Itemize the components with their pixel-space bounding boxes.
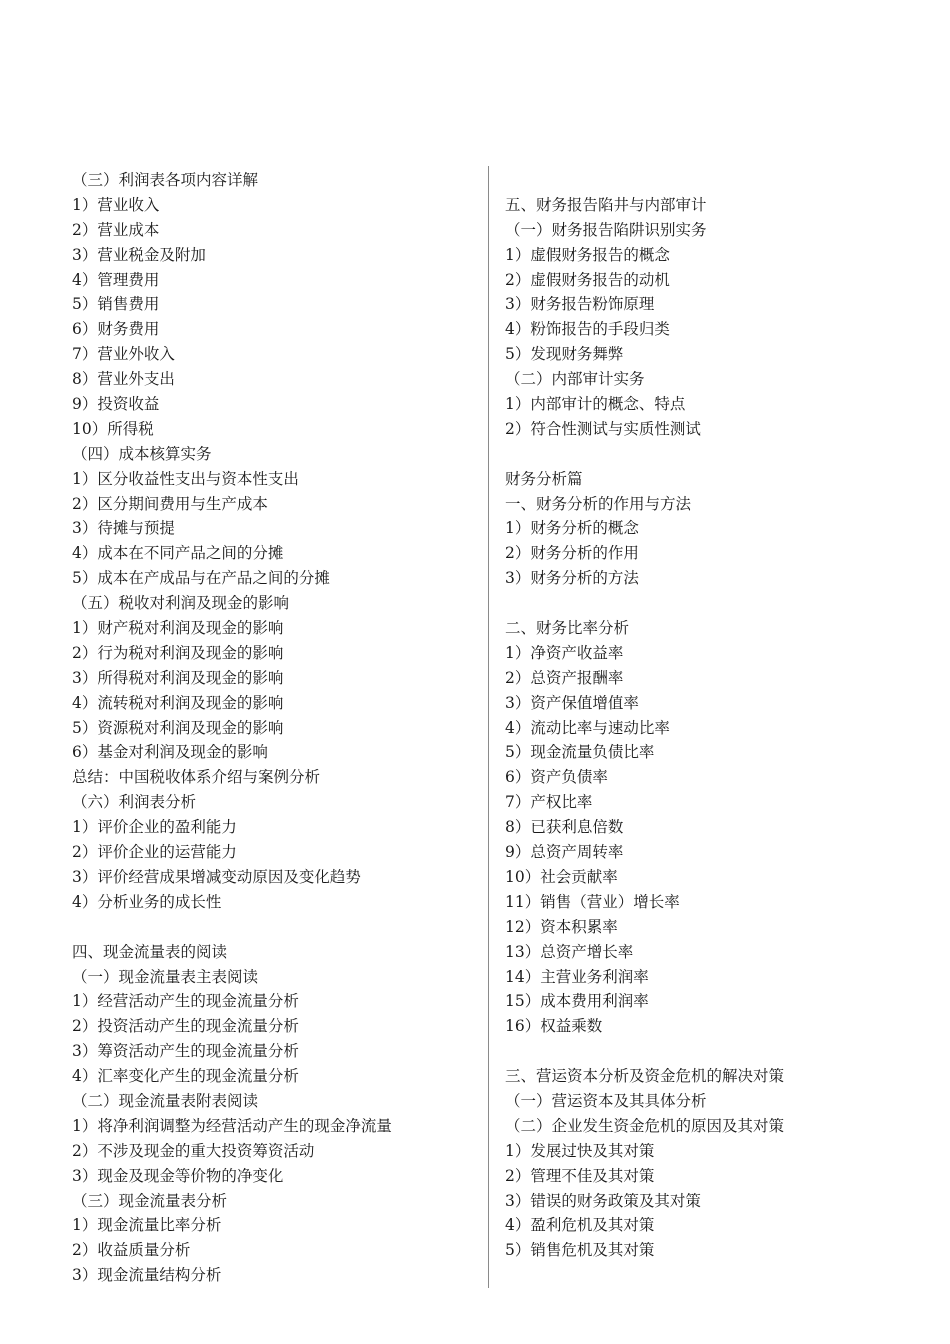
outline-line: 1）虚假财务报告的概念 (505, 245, 670, 264)
blank-line (505, 591, 925, 616)
outline-line: 5）发现财务舞弊 (505, 345, 624, 364)
outline-line: 2）不涉及现金的重大投资筹资活动 (72, 1141, 315, 1160)
outline-line: 1）现金流量比率分析 (72, 1216, 222, 1235)
outline-line: 16）权益乘数 (505, 1017, 603, 1036)
outline-line: 二、财务比率分析 (505, 619, 630, 638)
outline-line: 4）流动比率与速动比率 (505, 718, 670, 737)
right-column (505, 168, 925, 1263)
outline-line: （一）财务报告陷阱识别实务 (505, 220, 707, 239)
outline-line: 2）收益质量分析 (72, 1241, 191, 1260)
outline-line: 10）社会贡献率 (505, 867, 618, 886)
outline-line: （三）利润表各项内容详解 (72, 171, 259, 189)
outline-line: 五、财务报告陷井与内部审计 (505, 195, 707, 214)
outline-line: 4）粉饰报告的手段归类 (505, 320, 670, 339)
outline-line: 9）投资收益 (72, 395, 160, 414)
outline-line: 8）已获利息倍数 (505, 818, 624, 837)
outline-line: 2）虚假财务报告的动机 (505, 270, 670, 289)
outline-line: （五）税收对利润及现金的影响 (72, 594, 290, 613)
outline-line: 2）财务分析的作用 (505, 544, 639, 563)
outline-line: 3）所得税对利润及现金的影响 (72, 668, 284, 687)
outline-line: 3）筹资活动产生的现金流量分析 (72, 1042, 299, 1061)
outline-line: 4）汇率变化产生的现金流量分析 (72, 1067, 299, 1086)
outline-line: 2）投资活动产生的现金流量分析 (72, 1017, 299, 1036)
outline-line: （二）内部审计实务 (505, 370, 645, 389)
outline-line: 四、现金流量表的阅读 (72, 942, 228, 961)
outline-line: 1）内部审计的概念、特点 (505, 395, 686, 414)
outline-line: 13）总资产增长率 (505, 942, 634, 961)
outline-line: 3）现金流量结构分析 (72, 1266, 222, 1285)
outline-line: （二）现金流量表附表阅读 (72, 1091, 259, 1110)
outline-line: 3）财务分析的方法 (505, 569, 639, 588)
outline-line: 4）流转税对利润及现金的影响 (72, 693, 284, 712)
outline-line: 2）管理不佳及其对策 (505, 1166, 655, 1185)
left-column (72, 168, 477, 1288)
blank-line (505, 168, 925, 193)
outline-line: （一）营运资本及其具体分析 (505, 1091, 707, 1110)
blank-line (505, 442, 925, 467)
outline-line: 5）销售费用 (72, 295, 160, 314)
outline-line: 一、财务分析的作用与方法 (505, 494, 692, 513)
outline-line: 15）成本费用利润率 (505, 992, 649, 1011)
outline-line: 8）营业外支出 (72, 370, 175, 389)
outline-line: （三）现金流量表分析 (72, 1191, 228, 1210)
outline-line: 14）主营业务利润率 (505, 967, 649, 986)
outline-line: 1）将净利润调整为经营活动产生的现金净流量 (72, 1116, 392, 1135)
outline-line: 4）盈利危机及其对策 (505, 1216, 655, 1235)
outline-line: 6）财务费用 (72, 320, 160, 339)
outline-line: 4）分析业务的成长性 (72, 892, 222, 911)
outline-line: 6）基金对利润及现金的影响 (72, 743, 268, 762)
outline-line: 5）资源税对利润及现金的影响 (72, 718, 284, 737)
outline-line: 5）成本在产成品与在产品之间的分摊 (72, 569, 330, 588)
outline-line: 三、营运资本分析及资金危机的解决对策 (505, 1067, 785, 1086)
outline-line: 3）营业税金及附加 (72, 245, 206, 264)
outline-line: 3）资产保值增值率 (505, 693, 639, 712)
outline-line: 5）现金流量负债比率 (505, 743, 655, 762)
outline-line: 2）营业成本 (72, 220, 160, 239)
column-divider (488, 166, 489, 1288)
outline-line: 3）待摊与预提 (72, 519, 175, 538)
outline-line: 总结：中国税收体系介绍与案例分析 (72, 768, 321, 787)
outline-line: 3）错误的财务政策及其对策 (505, 1191, 701, 1210)
outline-line: 1）营业收入 (72, 195, 160, 214)
outline-line: 1）评价企业的盈利能力 (72, 818, 237, 837)
outline-line: 1）净资产收益率 (505, 643, 624, 662)
outline-line: （六）利润表分析 (72, 793, 197, 812)
outline-line: 1）经营活动产生的现金流量分析 (72, 992, 299, 1011)
outline-line: 7）营业外收入 (72, 345, 175, 364)
outline-line: （一）现金流量表主表阅读 (72, 967, 259, 986)
outline-line: （二）企业发生资金危机的原因及其对策 (505, 1116, 785, 1135)
blank-line (505, 1039, 925, 1064)
outline-line: 7）产权比率 (505, 793, 593, 812)
outline-line: 6）资产负债率 (505, 768, 608, 787)
outline-line: 11）销售（营业）增长率 (505, 892, 680, 911)
outline-line: 1）财务分析的概念 (505, 519, 639, 538)
outline-line: 2）总资产报酬率 (505, 668, 624, 687)
outline-line: 3）财务报告粉饰原理 (505, 295, 655, 314)
outline-line: 12）资本积累率 (505, 917, 618, 936)
outline-line: 3）现金及现金等价物的净变化 (72, 1166, 284, 1185)
outline-line: 1）区分收益性支出与资本性支出 (72, 469, 299, 488)
outline-line: 1）财产税对利润及现金的影响 (72, 619, 284, 638)
outline-line: 2）评价企业的运营能力 (72, 843, 237, 862)
outline-line: 10）所得税 (72, 419, 154, 438)
outline-line: 4）成本在不同产品之间的分摊 (72, 544, 284, 563)
outline-line: （四）成本核算实务 (72, 444, 212, 463)
outline-line: 2）行为税对利润及现金的影响 (72, 643, 284, 662)
blank-line (72, 915, 477, 940)
outline-line: 2）符合性测试与实质性测试 (505, 419, 701, 438)
outline-line: 4）管理费用 (72, 270, 160, 289)
outline-line: 3）评价经营成果增减变动原因及变化趋势 (72, 867, 361, 886)
outline-line: 2）区分期间费用与生产成本 (72, 494, 268, 513)
outline-line: 5）销售危机及其对策 (505, 1241, 655, 1260)
outline-line: 1）发展过快及其对策 (505, 1141, 655, 1160)
outline-line: 9）总资产周转率 (505, 843, 624, 862)
outline-line: 财务分析篇 (505, 469, 583, 488)
